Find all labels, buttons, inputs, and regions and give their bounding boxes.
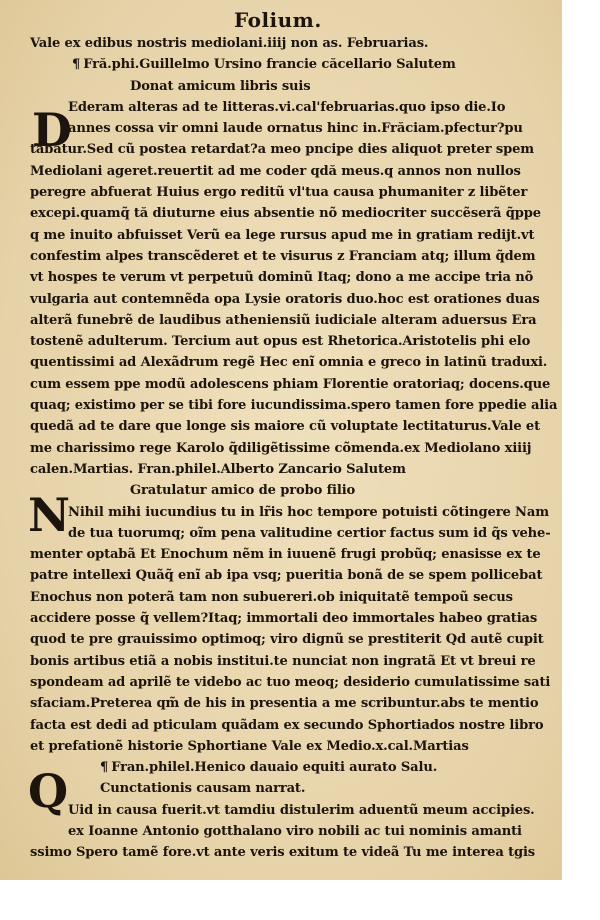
text-line-content: Nihil mihi iucundius tu in lr̃is hoc tempore potuisti cõtingere Nam	[68, 504, 549, 520]
text-line	[30, 715, 578, 736]
text-line	[30, 502, 578, 523]
folio-heading: Folium.	[234, 8, 322, 32]
text-line-content: cum essem ppe modũ adolescens phiam Florentie oratoriaq; docens.que	[30, 376, 551, 392]
text-line-content: ex Ioanne Antonio gotthalano viro nobili ac tui nominis amanti	[68, 823, 522, 839]
text-line	[30, 246, 578, 267]
text-line	[30, 608, 578, 629]
text-line	[30, 203, 578, 224]
text-line-content: quod te pre grauissimo optimoq; viro dignũ se prestiterit Qd autẽ cupit	[30, 632, 544, 648]
text-line-content: patre intellexi Quãq̃ enĩ ab ipa vsq; pueritia bonã de se spem pollicebat	[30, 568, 543, 584]
text-line	[30, 565, 578, 586]
text-line	[30, 523, 578, 544]
text-line	[30, 118, 578, 139]
pilcrow-icon: ¶	[100, 760, 109, 776]
page-margin-bottom	[0, 880, 600, 920]
text-line	[30, 54, 578, 75]
text-line-content: tostenẽ adulterum. Tercium aut opus est Rhetorica.Aristotelis phi elo	[30, 334, 531, 350]
text-line-content: sfaciam.Preterea qm̃ de his in presentia a me scribuntur.abs te mentio	[30, 696, 539, 712]
text-line-content: vt hospes te verum vt perpetuũ dominũ Itaq; dono a me accipe tria nõ	[30, 270, 534, 286]
text-line-content: spondeam ad aprilẽ te videbo ac tuo meoq; desiderio cumulatissime sati	[30, 674, 551, 690]
text-line	[30, 778, 578, 799]
text-line-content: de tua tuorumq; oĩm pena valitudine certior factus sum id q̃s vehe-	[68, 525, 551, 541]
text-line-content: quentissimi ad Alexãdrum regẽ Hec enĩ omnia e greco in latinũ traduxi.	[30, 355, 548, 371]
text-line-content: Fran.philel.Henico dauaio equiti aurato Salu.	[111, 760, 438, 776]
text-line	[30, 416, 578, 437]
text-line	[30, 161, 578, 182]
text-block	[30, 33, 578, 864]
text-line	[30, 97, 578, 118]
text-line-content: Vale ex edibus nostris mediolani.iiij non as. Februarias.	[30, 36, 429, 51]
text-line	[30, 289, 578, 310]
text-line-content: annes cossa vir omni laude ornatus hinc in.Frăciam.pfectur?pu	[68, 121, 523, 137]
text-line	[30, 310, 578, 331]
text-line	[30, 544, 578, 565]
drop-cap-q: Q	[28, 764, 69, 818]
text-line	[30, 480, 578, 501]
text-line	[30, 757, 578, 778]
text-line-content: Fră.phi.Guillelmo Ursino francie căcellario Salutem	[83, 57, 456, 73]
text-line-content: Mediolani ageret.reuertit ad me coder qdă meus.q annos non nullos	[30, 163, 521, 179]
text-line-content: Ederam alteras ad te litteras.vi.cal'februarias.quo ipso die.Io	[68, 99, 506, 115]
text-line-content: et prefationẽ historie Sphortiane Vale ex Medio.x.cal.Martias	[30, 738, 469, 754]
pilcrow-icon: ¶	[72, 57, 81, 73]
text-line	[30, 139, 578, 160]
text-line	[30, 374, 578, 395]
text-line	[30, 225, 578, 246]
text-line	[30, 352, 578, 373]
text-line-content: Uid in causa fuerit.vt tamdiu distulerim aduentũ meum accipies.	[68, 802, 535, 818]
text-line-content: peregre abfuerat Huius ergo reditũ vl'tua causa phumaniter z libẽter	[30, 185, 528, 201]
text-line	[30, 736, 578, 757]
text-line-content: accidere posse q̃ vellem?Itaq; immortali deo immortales habeo gratias	[30, 611, 538, 627]
text-line-content: facta est dedi ad pticulam quãdam ex secundo Sphortiados nostre libro	[30, 717, 544, 733]
text-line	[30, 651, 578, 672]
text-line-content: Donat amicum libris suis	[130, 78, 311, 94]
text-line	[30, 33, 578, 54]
drop-cap-n: N	[28, 488, 71, 542]
text-line	[30, 459, 578, 480]
text-line	[30, 76, 578, 97]
text-line-content: q me inuito abfuisset Verũ ea lege rursus apud me in gratiam redijt.vt	[30, 227, 535, 243]
text-line-content: quaq; existimo per se tibi fore iucundissima.spero tamen fore ppedie alia	[30, 398, 558, 414]
text-line-content: bonis artibus etiã a nobis institui.te nunciat non ingratã Et vt breui re	[30, 653, 536, 669]
text-line-content: confestim alpes transcẽderet et te visurus z Franciam atq; illum q̃dem	[30, 248, 536, 264]
text-line-content: calen.Martias. Fran.philel.Alberto Zancario Salutem	[30, 461, 406, 477]
text-line	[30, 267, 578, 288]
text-line-content: quedã ad te dare que longe sis maiore cũ voluptate lectitaturus.Vale et	[30, 419, 541, 435]
text-line	[30, 821, 578, 842]
text-line-content: Gratulatur amico de probo filio	[130, 483, 356, 499]
drop-cap-d: D	[32, 103, 72, 157]
text-line-content: ssimo Spero tamẽ fore.vt ante veris exitum te videã Tu me interea tgis	[30, 845, 536, 861]
text-line-content: Enochus non poterã tam non subuereri.ob iniquitatẽ tempoũ secus	[30, 589, 513, 605]
text-line-content: Cunctationis causam narrat.	[100, 781, 306, 797]
text-line-content: menter optabã Et Enochum nẽm in iuuenẽ frugi probũq; enasisse ex te	[30, 547, 541, 563]
text-line	[30, 800, 578, 821]
text-line	[30, 395, 578, 416]
text-line	[30, 182, 578, 203]
text-line-content: vulgaria aut contemnẽda opa Lysie oratoris duo.hoc est orationes duas	[30, 291, 540, 307]
text-line-content: excepi.quamq̃ tă diuturne eius absentie nõ mediocriter succẽserã q̃ppe	[30, 206, 541, 222]
text-line	[30, 672, 578, 693]
text-line	[30, 629, 578, 650]
text-line-content: tabatur.Sed cũ postea retardat?a meo pncipe dies aliquot preter spem	[30, 142, 535, 158]
text-line	[30, 331, 578, 352]
text-line	[30, 587, 578, 608]
text-line	[30, 693, 578, 714]
text-line-content: alterã funebrẽ de laudibus atheniensiũ iudiciale alteram aduersus Era	[30, 312, 537, 328]
text-line	[30, 438, 578, 459]
text-line	[30, 842, 578, 863]
text-line-content: me charissimo rege Karolo q̃diligẽtissime cõmenda.ex Mediolano xiiij	[30, 440, 532, 456]
